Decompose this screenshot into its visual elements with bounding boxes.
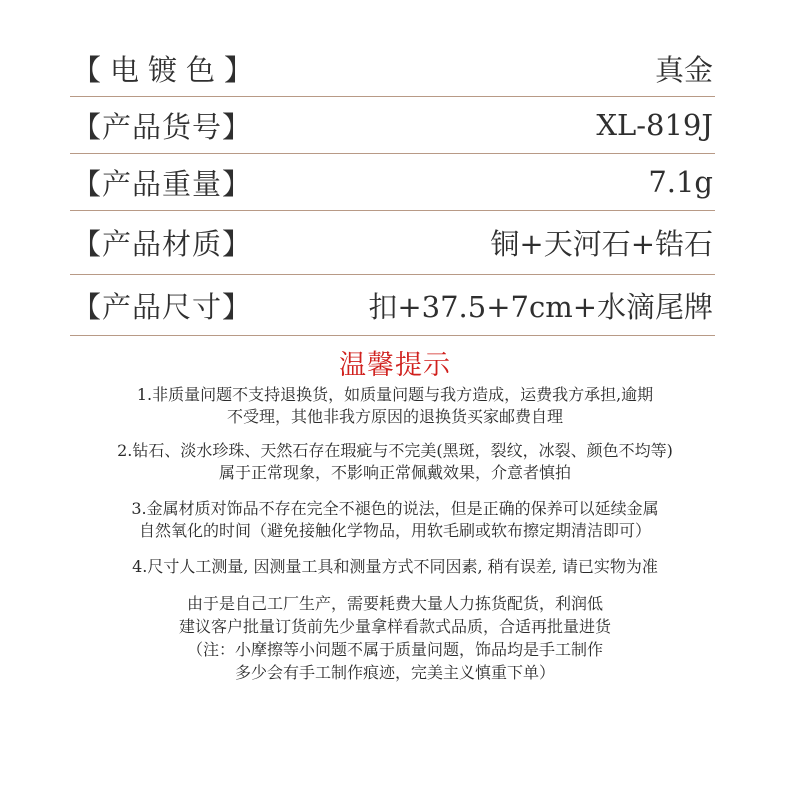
spec-row-size xyxy=(70,275,715,336)
spec-label-plating-color: 【电镀色】 xyxy=(72,52,263,87)
notice-item-factory xyxy=(40,592,750,684)
notice-title: 温馨提示 xyxy=(339,350,451,381)
notice-line: 多少会有手工制作痕迹，完美主义慎重下单） xyxy=(234,663,555,682)
notice-line: 3.金属材质对饰品不存在完全不褪色的说法，但是正确的保养可以延续金属 xyxy=(131,499,659,518)
notice-line: 建议客户批量订货前先少量拿样看款式品质，合适再批量进货 xyxy=(178,617,611,636)
notice-item-natural-flaws xyxy=(40,440,750,484)
spec-value-weight: 7.1g xyxy=(648,165,713,199)
spec-label-weight: 【产品重量】 xyxy=(72,166,253,201)
notice-line: 属于正常现象，不影响正常佩戴效果，介意者慎拍 xyxy=(218,463,571,482)
spec-value-plating-color: 真金 xyxy=(654,52,713,87)
notice-item-returns xyxy=(40,384,750,428)
spec-label-item-number: 【产品货号】 xyxy=(72,109,253,144)
notice-item-measurement xyxy=(40,556,750,578)
spec-row-item-number xyxy=(70,97,715,154)
spec-row-plating-color xyxy=(70,40,715,97)
notice-line: （注：小摩擦等小问题不属于质量问题，饰品均是手工制作 xyxy=(186,640,603,659)
notice-line: 1.非质量问题不支持退换货，如质量问题与我方造成，运费我方承担,逾期 xyxy=(136,385,654,404)
notice-line: 由于是自己工厂生产，需要耗费大量人力拣货配货，利润低 xyxy=(186,594,603,613)
spec-label-material: 【产品材质】 xyxy=(72,227,253,261)
spec-value-material: 铜+天河石+锆石 xyxy=(490,227,713,261)
notice-line: 2.钻石、淡水珍珠、天然石存在瑕疵与不完美(黑斑，裂纹，冰裂、颜色不均等) xyxy=(117,441,673,460)
notice-line: 4.尺寸人工测量, 因测量工具和测量方式不同因素, 稍有误差, 请已实物为准 xyxy=(132,557,658,576)
spec-row-material xyxy=(70,211,715,275)
notice-line: 自然氧化的时间（避免接触化学物品，用软毛刷或软布擦定期清洁即可） xyxy=(138,521,651,540)
spec-value-item-number: XL-819J xyxy=(596,108,713,142)
notice-line: 不受理，其他非我方原因的退换货买家邮费自理 xyxy=(226,407,563,426)
spec-label-size: 【产品尺寸】 xyxy=(72,289,253,324)
notice-item-metal-care xyxy=(40,498,750,542)
spec-table xyxy=(70,40,715,336)
spec-value-size: 扣+37.5+7cm+水滴尾牌 xyxy=(368,289,713,324)
spec-row-weight xyxy=(70,154,715,211)
